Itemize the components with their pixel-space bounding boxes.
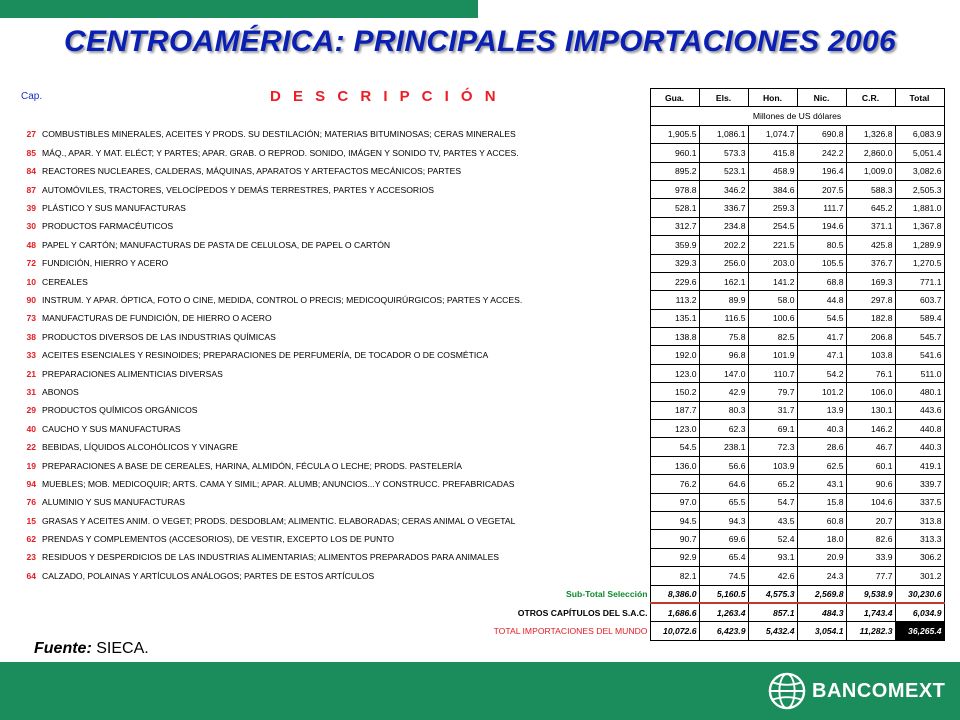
value-hon: 82.5 bbox=[748, 328, 797, 346]
chapter-code: 21 bbox=[26, 368, 36, 379]
value-hon: 31.7 bbox=[748, 401, 797, 419]
table-row bbox=[18, 217, 944, 235]
source-value: SIECA. bbox=[96, 640, 149, 657]
table-row bbox=[18, 401, 944, 419]
chapter-code: 27 bbox=[26, 129, 36, 140]
value-nic: 111.7 bbox=[797, 199, 846, 217]
value-total: 337.5 bbox=[895, 493, 944, 511]
chapter-code: 23 bbox=[26, 552, 36, 563]
value-gua: 960.1 bbox=[650, 144, 699, 162]
subtotal-value-hon: 4,575.3 bbox=[748, 585, 797, 603]
value-hon: 100.6 bbox=[748, 309, 797, 327]
product-description: AUTOMÓVILES, TRACTORES, VELOCÍPEDOS Y DEMÁS TERRESTRES, PARTES Y ACCESORIOS bbox=[42, 184, 434, 195]
table-row bbox=[18, 199, 944, 217]
col-header-hon: Hon. bbox=[748, 89, 797, 107]
value-hon: 259.3 bbox=[748, 199, 797, 217]
value-cr: 146.2 bbox=[846, 420, 895, 438]
product-description: ABONOS bbox=[42, 386, 79, 397]
value-nic: 196.4 bbox=[797, 162, 846, 180]
otros-label: OTROS CAPÍTULOS DEL S.A.C. bbox=[517, 607, 648, 618]
value-gua: 1,905.5 bbox=[650, 125, 699, 143]
value-hon: 52.4 bbox=[748, 530, 797, 548]
subtotal-value-gua: 8,386.0 bbox=[650, 585, 699, 603]
value-els: 96.8 bbox=[699, 346, 748, 364]
value-gua: 528.1 bbox=[650, 199, 699, 217]
product-description: PRODUCTOS DIVERSOS DE LAS INDUSTRIAS QUÍMICAS bbox=[42, 331, 276, 342]
value-nic: 80.5 bbox=[797, 236, 846, 254]
chapter-code: 33 bbox=[26, 350, 36, 361]
table-row bbox=[18, 511, 944, 529]
total-row bbox=[18, 622, 944, 640]
value-total: 306.2 bbox=[895, 548, 944, 566]
value-hon: 384.6 bbox=[748, 180, 797, 198]
value-gua: 135.1 bbox=[650, 309, 699, 327]
value-nic: 28.6 bbox=[797, 438, 846, 456]
value-hon: 203.0 bbox=[748, 254, 797, 272]
subtotal-value-total: 30,230.6 bbox=[895, 585, 944, 603]
value-total: 440.3 bbox=[895, 438, 944, 456]
table-row bbox=[18, 309, 944, 327]
value-els: 62.3 bbox=[699, 420, 748, 438]
table-row bbox=[18, 456, 944, 474]
value-hon: 54.7 bbox=[748, 493, 797, 511]
value-els: 147.0 bbox=[699, 364, 748, 382]
value-gua: 192.0 bbox=[650, 346, 699, 364]
chapter-code: 15 bbox=[26, 515, 36, 526]
value-cr: 103.8 bbox=[846, 346, 895, 364]
table-row bbox=[18, 328, 944, 346]
units-label: Millones de US dólares bbox=[650, 107, 944, 125]
product-description: ACEITES ESENCIALES Y RESINOIDES; PREPARACIONES DE PERFUMERÍA, DE TOCADOR O DE COSMÉTICA bbox=[42, 350, 489, 361]
table-row bbox=[18, 364, 944, 382]
value-hon: 141.2 bbox=[748, 272, 797, 290]
table-row bbox=[18, 291, 944, 309]
value-els: 42.9 bbox=[699, 383, 748, 401]
value-total: 511.0 bbox=[895, 364, 944, 382]
value-gua: 978.8 bbox=[650, 180, 699, 198]
value-total: 313.8 bbox=[895, 511, 944, 529]
otros-value-total: 6,034.9 bbox=[895, 603, 944, 621]
value-hon: 79.7 bbox=[748, 383, 797, 401]
source-note bbox=[34, 640, 149, 658]
table-row bbox=[18, 272, 944, 290]
value-gua: 97.0 bbox=[650, 493, 699, 511]
value-hon: 221.5 bbox=[748, 236, 797, 254]
value-total: 1,270.5 bbox=[895, 254, 944, 272]
table-row bbox=[18, 162, 944, 180]
otros-value-gua: 1,686.6 bbox=[650, 603, 699, 621]
value-gua: 359.9 bbox=[650, 236, 699, 254]
product-description: GRASAS Y ACEITES ANIM. O VEGET; PRODS. DESDOBLAM; ALIMENTIC. ELABORADAS; CERAS ANIMAL O VEGETAL bbox=[42, 515, 516, 526]
otros-value-els: 1,263.4 bbox=[699, 603, 748, 621]
value-gua: 329.3 bbox=[650, 254, 699, 272]
value-els: 1,086.1 bbox=[699, 125, 748, 143]
total-value-hon: 5,432.4 bbox=[748, 622, 797, 640]
value-gua: 54.5 bbox=[650, 438, 699, 456]
value-gua: 187.7 bbox=[650, 401, 699, 419]
value-nic: 24.3 bbox=[797, 567, 846, 585]
bancomext-globe-icon bbox=[768, 672, 806, 710]
top-accent-bar bbox=[0, 0, 478, 18]
value-gua: 113.2 bbox=[650, 291, 699, 309]
chapter-code: 38 bbox=[26, 331, 36, 342]
table-row bbox=[18, 125, 944, 143]
value-gua: 90.7 bbox=[650, 530, 699, 548]
otros-row bbox=[18, 603, 944, 621]
col-header-total: Total bbox=[895, 89, 944, 107]
chapter-code: 40 bbox=[26, 423, 36, 434]
chapter-code: 85 bbox=[26, 147, 36, 158]
value-gua: 123.0 bbox=[650, 420, 699, 438]
product-description: MANUFACTURAS DE FUNDICIÓN, DE HIERRO O ACERO bbox=[42, 313, 272, 324]
value-cr: 60.1 bbox=[846, 456, 895, 474]
value-gua: 94.5 bbox=[650, 511, 699, 529]
value-els: 336.7 bbox=[699, 199, 748, 217]
value-hon: 110.7 bbox=[748, 364, 797, 382]
value-nic: 62.5 bbox=[797, 456, 846, 474]
value-cr: 645.2 bbox=[846, 199, 895, 217]
value-cr: 371.1 bbox=[846, 217, 895, 235]
product-description: MÁQ., APAR. Y MAT. ELÉCT; Y PARTES; APAR. GRAB. O REPROD. SONIDO, IMÁGEN Y SONIDO TV, PARTES Y ACCES. bbox=[42, 147, 519, 158]
table-row bbox=[18, 236, 944, 254]
value-total: 480.1 bbox=[895, 383, 944, 401]
value-nic: 60.8 bbox=[797, 511, 846, 529]
value-total: 6,083.9 bbox=[895, 125, 944, 143]
value-nic: 207.5 bbox=[797, 180, 846, 198]
chapter-code: 31 bbox=[26, 386, 36, 397]
value-cr: 46.7 bbox=[846, 438, 895, 456]
value-hon: 58.0 bbox=[748, 291, 797, 309]
product-description: BEBIDAS, LÍQUIDOS ALCOHÓLICOS Y VINAGRE bbox=[42, 442, 238, 453]
product-description: CAUCHO Y SUS MANUFACTURAS bbox=[42, 423, 181, 434]
value-nic: 54.2 bbox=[797, 364, 846, 382]
product-description: PREPARACIONES ALIMENTICIAS DIVERSAS bbox=[42, 368, 223, 379]
otros-value-hon: 857.1 bbox=[748, 603, 797, 621]
value-nic: 47.1 bbox=[797, 346, 846, 364]
total-value-gua: 10,072.6 bbox=[650, 622, 699, 640]
value-total: 443.6 bbox=[895, 401, 944, 419]
chapter-code: 22 bbox=[26, 442, 36, 453]
value-hon: 72.3 bbox=[748, 438, 797, 456]
table-row bbox=[18, 180, 944, 198]
product-description: FUNDICIÓN, HIERRO Y ACERO bbox=[42, 258, 169, 269]
value-total: 440.8 bbox=[895, 420, 944, 438]
value-els: 116.5 bbox=[699, 309, 748, 327]
chapter-code: 90 bbox=[26, 294, 36, 305]
value-hon: 415.8 bbox=[748, 144, 797, 162]
value-els: 523.1 bbox=[699, 162, 748, 180]
value-els: 56.6 bbox=[699, 456, 748, 474]
chapter-code: 30 bbox=[26, 221, 36, 232]
table-row bbox=[18, 144, 944, 162]
subtotal-value-nic: 2,569.8 bbox=[797, 585, 846, 603]
value-gua: 123.0 bbox=[650, 364, 699, 382]
value-total: 339.7 bbox=[895, 475, 944, 493]
brand-name: BANCOMEXT bbox=[812, 680, 946, 702]
product-description: PRODUCTOS QUÍMICOS ORGÁNICOS bbox=[42, 405, 198, 416]
value-total: 541.6 bbox=[895, 346, 944, 364]
product-description: REACTORES NUCLEARES, CALDERAS, MÁQUINAS, APARATOS Y ARTEFACTOS MECÁNICOS; PARTES bbox=[42, 166, 462, 177]
chapter-code: 73 bbox=[26, 313, 36, 324]
value-gua: 229.6 bbox=[650, 272, 699, 290]
value-nic: 20.9 bbox=[797, 548, 846, 566]
total-label: TOTAL IMPORTACIONES DEL MUNDO bbox=[493, 626, 648, 637]
value-cr: 76.1 bbox=[846, 364, 895, 382]
value-els: 256.0 bbox=[699, 254, 748, 272]
col-header-els: Els. bbox=[699, 89, 748, 107]
value-nic: 101.2 bbox=[797, 383, 846, 401]
subtotal-row bbox=[18, 585, 944, 603]
product-description: INSTRUM. Y APAR. ÓPTICA, FOTO O CINE, MEDIDA, CONTROL O PRECIS; MEDICOQUIRÚRGICOS; PARTES Y ACCES. bbox=[42, 294, 523, 305]
total-value-els: 6,423.9 bbox=[699, 622, 748, 640]
value-cr: 1,326.8 bbox=[846, 125, 895, 143]
value-gua: 82.1 bbox=[650, 567, 699, 585]
chapter-code: 39 bbox=[26, 203, 36, 214]
value-cr: 106.0 bbox=[846, 383, 895, 401]
value-cr: 90.6 bbox=[846, 475, 895, 493]
value-cr: 104.6 bbox=[846, 493, 895, 511]
value-els: 69.6 bbox=[699, 530, 748, 548]
value-gua: 138.8 bbox=[650, 328, 699, 346]
value-nic: 40.3 bbox=[797, 420, 846, 438]
value-cr: 130.1 bbox=[846, 401, 895, 419]
value-total: 5,051.4 bbox=[895, 144, 944, 162]
page-title: CENTROAMÉRICA: PRINCIPALES IMPORTACIONES 2006 bbox=[64, 25, 896, 58]
product-description: PRENDAS Y COMPLEMENTOS (ACCESORIOS), DE VESTIR, EXCEPTO LOS DE PUNTO bbox=[42, 534, 395, 545]
table-row bbox=[18, 548, 944, 566]
value-total: 603.7 bbox=[895, 291, 944, 309]
value-nic: 44.8 bbox=[797, 291, 846, 309]
value-cr: 20.7 bbox=[846, 511, 895, 529]
value-els: 89.9 bbox=[699, 291, 748, 309]
value-els: 234.8 bbox=[699, 217, 748, 235]
value-total: 3,082.6 bbox=[895, 162, 944, 180]
value-nic: 43.1 bbox=[797, 475, 846, 493]
value-gua: 895.2 bbox=[650, 162, 699, 180]
value-cr: 169.3 bbox=[846, 272, 895, 290]
table-row bbox=[18, 383, 944, 401]
value-cr: 182.8 bbox=[846, 309, 895, 327]
col-header-nic: Nic. bbox=[797, 89, 846, 107]
value-total: 419.1 bbox=[895, 456, 944, 474]
product-description: RESIDUOS Y DESPERDICIOS DE LAS INDUSTRIAS ALIMENTARIAS; ALIMENTOS PREPARADOS PARA ANIMALES bbox=[42, 552, 500, 563]
table-row bbox=[18, 346, 944, 364]
subtotal-label: Sub-Total Selección bbox=[566, 589, 648, 600]
chapter-code: 87 bbox=[26, 184, 36, 195]
value-cr: 376.7 bbox=[846, 254, 895, 272]
value-total: 1,289.9 bbox=[895, 236, 944, 254]
product-description: PLÁSTICO Y SUS MANUFACTURAS bbox=[42, 203, 186, 214]
product-description: COMBUSTIBLES MINERALES, ACEITES Y PRODS. SU DESTILACIÓN; MATERIAS BITUMINOSAS; CERAS MINERALES bbox=[42, 129, 516, 140]
value-cr: 33.9 bbox=[846, 548, 895, 566]
value-hon: 93.1 bbox=[748, 548, 797, 566]
value-cr: 425.8 bbox=[846, 236, 895, 254]
table-row bbox=[18, 438, 944, 456]
value-hon: 65.2 bbox=[748, 475, 797, 493]
value-hon: 458.9 bbox=[748, 162, 797, 180]
chapter-code: 94 bbox=[26, 478, 36, 489]
value-hon: 42.6 bbox=[748, 567, 797, 585]
chapter-code: 76 bbox=[26, 497, 36, 508]
value-cr: 297.8 bbox=[846, 291, 895, 309]
col-header-cr: C.R. bbox=[846, 89, 895, 107]
value-els: 64.6 bbox=[699, 475, 748, 493]
chapter-code: 48 bbox=[26, 239, 36, 250]
chapter-code: 29 bbox=[26, 405, 36, 416]
value-hon: 43.5 bbox=[748, 511, 797, 529]
product-description: PAPEL Y CARTÓN; MANUFACTURAS DE PASTA DE CELULOSA, DE PAPEL O CARTÓN bbox=[42, 239, 391, 250]
value-cr: 2,860.0 bbox=[846, 144, 895, 162]
value-els: 65.4 bbox=[699, 548, 748, 566]
chapter-code: 64 bbox=[26, 570, 36, 581]
value-hon: 1,074.7 bbox=[748, 125, 797, 143]
chapter-code: 84 bbox=[26, 166, 36, 177]
value-total: 2,505.3 bbox=[895, 180, 944, 198]
value-nic: 54.5 bbox=[797, 309, 846, 327]
value-els: 75.8 bbox=[699, 328, 748, 346]
table-row bbox=[18, 420, 944, 438]
value-nic: 105.5 bbox=[797, 254, 846, 272]
table-row bbox=[18, 567, 944, 585]
units-row bbox=[18, 107, 944, 125]
value-gua: 136.0 bbox=[650, 456, 699, 474]
value-cr: 206.8 bbox=[846, 328, 895, 346]
imports-table-body bbox=[18, 89, 944, 641]
subtotal-value-cr: 9,538.9 bbox=[846, 585, 895, 603]
value-els: 202.2 bbox=[699, 236, 748, 254]
value-hon: 101.9 bbox=[748, 346, 797, 364]
value-total: 301.2 bbox=[895, 567, 944, 585]
source-label: Fuente: bbox=[34, 640, 92, 657]
product-description: ALUMINIO Y SUS MANUFACTURAS bbox=[42, 497, 185, 508]
product-description: CALZADO, POLAINAS Y ARTÍCULOS ANÁLOGOS; PARTES DE ESTOS ARTÍCULOS bbox=[42, 570, 375, 581]
imports-table bbox=[18, 88, 945, 641]
table-row bbox=[18, 493, 944, 511]
value-nic: 41.7 bbox=[797, 328, 846, 346]
value-cr: 77.7 bbox=[846, 567, 895, 585]
value-nic: 18.0 bbox=[797, 530, 846, 548]
otros-value-cr: 1,743.4 bbox=[846, 603, 895, 621]
value-hon: 103.9 bbox=[748, 456, 797, 474]
chapter-code: 72 bbox=[26, 258, 36, 269]
value-gua: 76.2 bbox=[650, 475, 699, 493]
product-description: MUEBLES; MOB. MEDICOQUIR; ARTS. CAMA Y SIMIL; APAR. ALUMB; ANUNCIOS...Y CONSTRUCC. PREFABRICADAS bbox=[42, 478, 515, 489]
value-nic: 15.8 bbox=[797, 493, 846, 511]
cap-column-label: Cap. bbox=[21, 91, 43, 102]
value-gua: 92.9 bbox=[650, 548, 699, 566]
value-total: 1,367.8 bbox=[895, 217, 944, 235]
value-els: 162.1 bbox=[699, 272, 748, 290]
value-total: 589.4 bbox=[895, 309, 944, 327]
value-hon: 254.5 bbox=[748, 217, 797, 235]
value-total: 1,881.0 bbox=[895, 199, 944, 217]
table-row bbox=[18, 530, 944, 548]
description-column-label: D E S C R I P C I Ó N bbox=[270, 88, 500, 105]
value-gua: 312.7 bbox=[650, 217, 699, 235]
total-value-nic: 3,054.1 bbox=[797, 622, 846, 640]
value-els: 80.3 bbox=[699, 401, 748, 419]
subtotal-value-els: 5,160.5 bbox=[699, 585, 748, 603]
value-els: 65.5 bbox=[699, 493, 748, 511]
value-cr: 82.6 bbox=[846, 530, 895, 548]
value-total: 771.1 bbox=[895, 272, 944, 290]
value-els: 74.5 bbox=[699, 567, 748, 585]
header-row bbox=[18, 89, 944, 107]
product-description: CEREALES bbox=[42, 276, 88, 287]
value-els: 346.2 bbox=[699, 180, 748, 198]
value-els: 94.3 bbox=[699, 511, 748, 529]
value-total: 313.3 bbox=[895, 530, 944, 548]
value-gua: 150.2 bbox=[650, 383, 699, 401]
value-nic: 13.9 bbox=[797, 401, 846, 419]
value-nic: 690.8 bbox=[797, 125, 846, 143]
chapter-code: 62 bbox=[26, 534, 36, 545]
value-hon: 69.1 bbox=[748, 420, 797, 438]
value-els: 238.1 bbox=[699, 438, 748, 456]
value-cr: 588.3 bbox=[846, 180, 895, 198]
value-nic: 242.2 bbox=[797, 144, 846, 162]
chapter-code: 10 bbox=[26, 276, 36, 287]
value-els: 573.3 bbox=[699, 144, 748, 162]
col-header-gua: Gua. bbox=[650, 89, 699, 107]
value-cr: 1,009.0 bbox=[846, 162, 895, 180]
chapter-code: 19 bbox=[26, 460, 36, 471]
value-total: 545.7 bbox=[895, 328, 944, 346]
table-row bbox=[18, 254, 944, 272]
total-value-cr: 11,282.3 bbox=[846, 622, 895, 640]
table-row bbox=[18, 475, 944, 493]
value-nic: 194.6 bbox=[797, 217, 846, 235]
value-nic: 68.8 bbox=[797, 272, 846, 290]
otros-value-nic: 484.3 bbox=[797, 603, 846, 621]
product-description: PRODUCTOS FARMACÉUTICOS bbox=[42, 221, 174, 232]
product-description: PREPARACIONES A BASE DE CEREALES, HARINA, ALMIDÓN, FÉCULA O LECHE; PRODS. PASTELERÍA bbox=[42, 460, 462, 471]
total-value-total: 36,265.4 bbox=[895, 622, 944, 640]
